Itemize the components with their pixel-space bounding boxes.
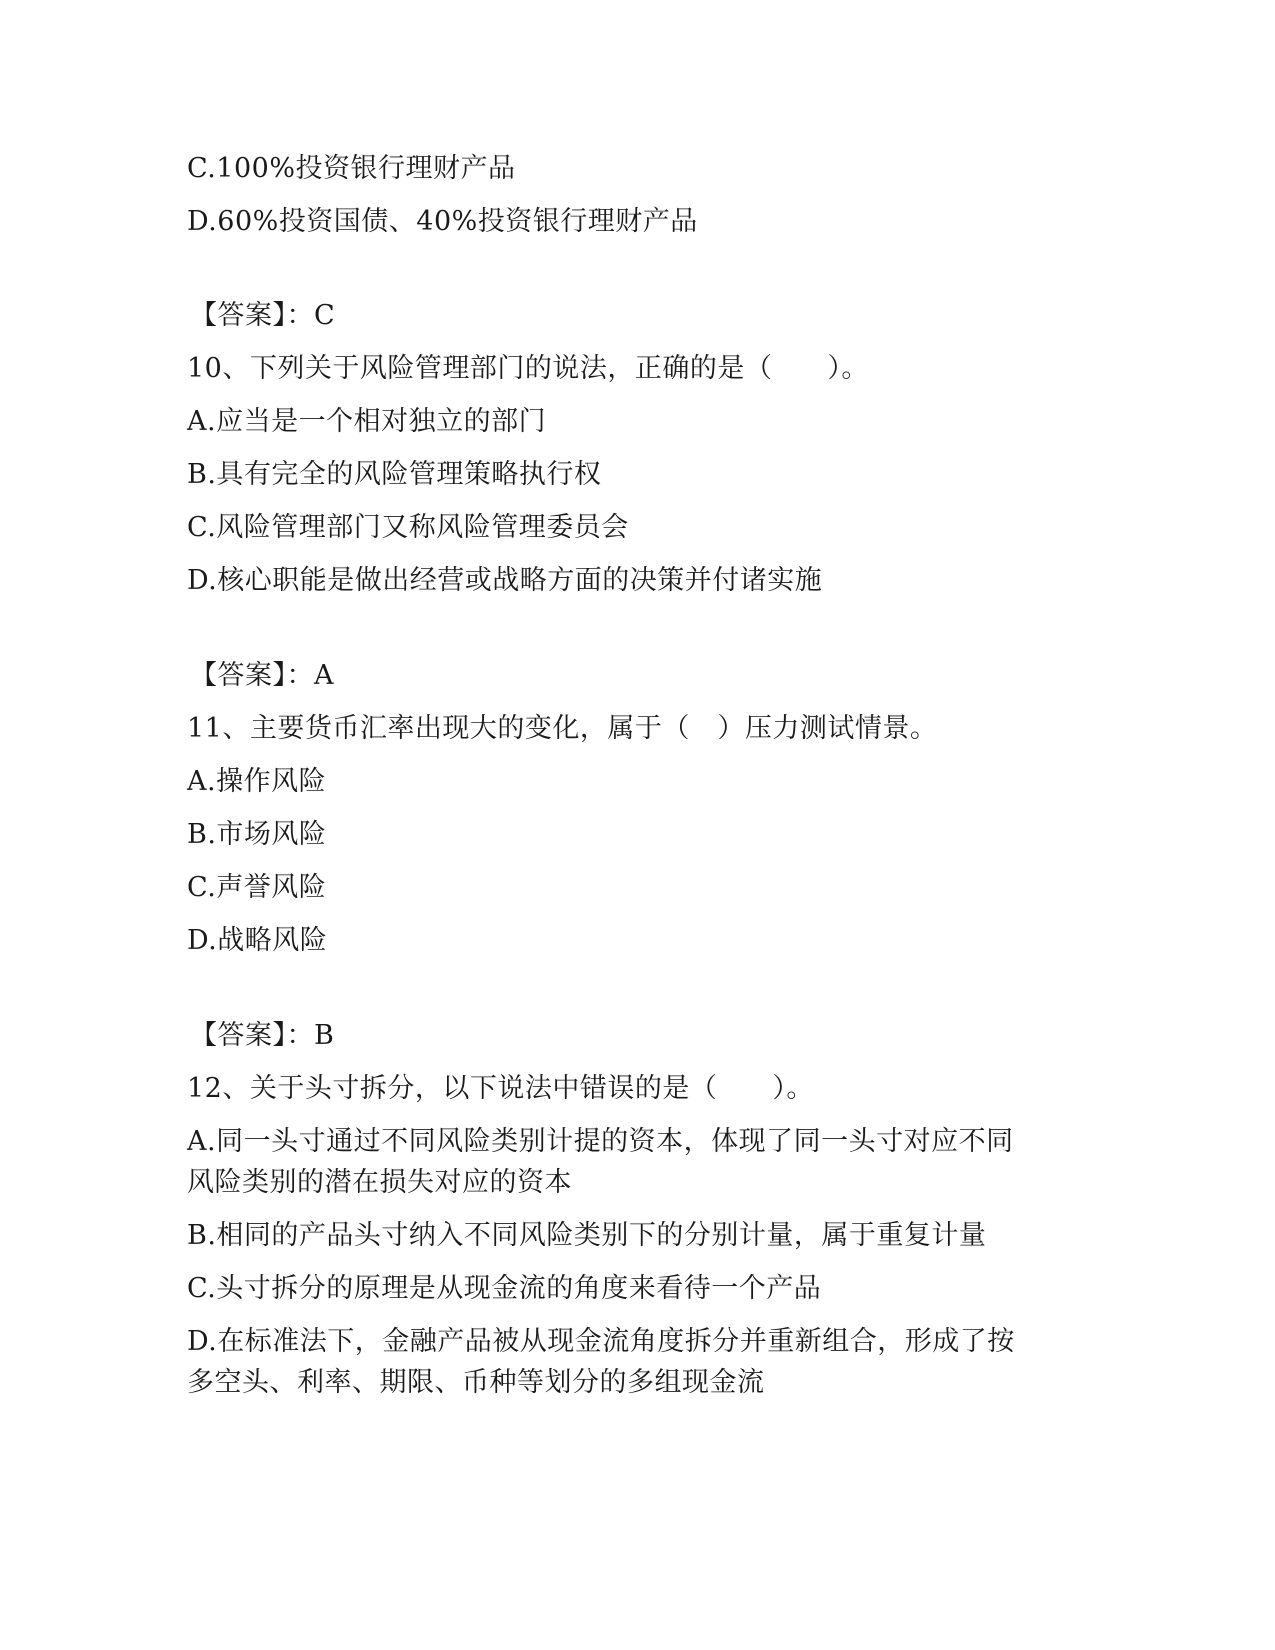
q10-question: 10、下列关于风险管理部门的说法，正确的是（ ）。 <box>187 353 869 384</box>
q12-option-a-line1: A.同一头寸通过不同风险类别计提的资本，体现了同一头寸对应不同 <box>187 1126 1014 1157</box>
q12-question: 12、关于头寸拆分，以下说法中错误的是（ ）。 <box>187 1073 814 1104</box>
q12-option-d-line2: 多空头、利率、期限、币种等划分的多组现金流 <box>187 1367 765 1398</box>
q12-option-b: B.相同的产品头寸纳入不同风险类别下的分别计量，属于重复计量 <box>187 1220 987 1251</box>
q10-option-d: D.核心职能是做出经营或战略方面的决策并付诸实施 <box>187 565 823 596</box>
q11-answer: 【答案】：B <box>190 1020 335 1051</box>
q12-option-d-line1: D.在标准法下，金融产品被从现金流角度拆分并重新组合，形成了按 <box>187 1326 1015 1357</box>
q11-option-c: C.声誉风险 <box>187 872 327 903</box>
q9-option-c: C.100%投资银行理财产品 <box>187 153 516 184</box>
q11-option-d: D.战略风险 <box>187 925 328 956</box>
q10-option-c: C.风险管理部门又称风险管理委员会 <box>187 512 629 543</box>
q10-answer: 【答案】：A <box>190 660 334 691</box>
q11-option-a: A.操作风险 <box>187 766 327 797</box>
q10-option-b: B.具有完全的风险管理策略执行权 <box>187 459 602 490</box>
q10-option-a: A.应当是一个相对独立的部门 <box>187 406 547 437</box>
q11-question: 11、主要货币汇率出现大的变化，属于（ ）压力测试情景。 <box>187 713 938 744</box>
q9-answer: 【答案】：C <box>190 300 336 331</box>
q12-option-a-line2: 风险类别的潜在损失对应的资本 <box>187 1167 572 1198</box>
q12-option-c: C.头寸拆分的原理是从现金流的角度来看待一个产品 <box>187 1273 822 1304</box>
q11-option-b: B.市场风险 <box>187 819 327 850</box>
q9-option-d: D.60%投资国债、40%投资银行理财产品 <box>187 206 698 237</box>
